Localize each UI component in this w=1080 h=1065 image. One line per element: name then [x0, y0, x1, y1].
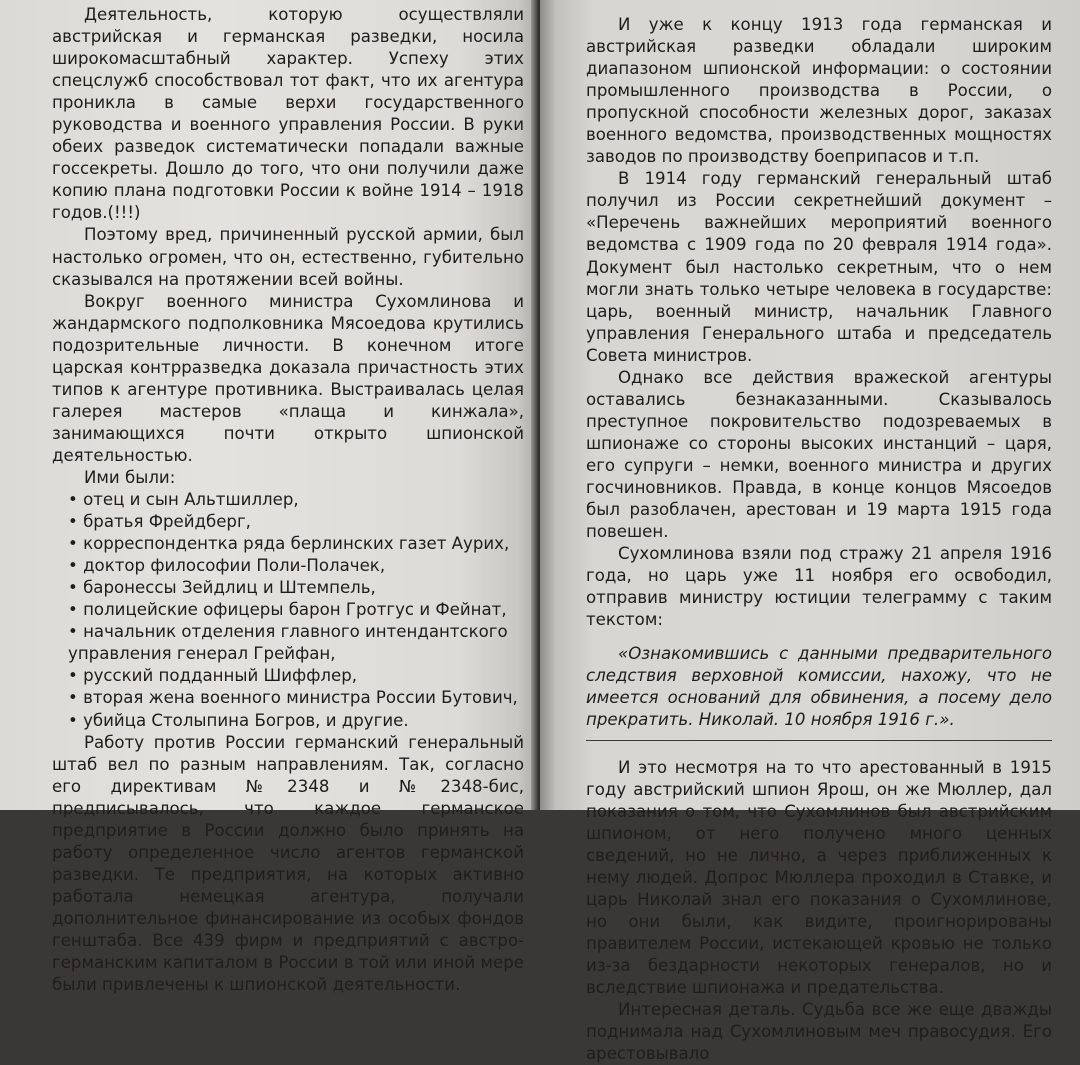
list-item: • отец и сын Альтшиллер,	[52, 489, 524, 511]
telegram-quote: «Ознакомившись с данными предварительного следствия верховной комиссии, нахожу, что не имеется оснований для обвинения, а посему дело прекратить. Николай. 10 ноября 1916 г.».	[586, 643, 1052, 740]
list-item: • полицейские офицеры барон Гротгус и Фейнат,	[52, 599, 524, 621]
agents-list	[52, 489, 524, 732]
list-item: • русский подданный Шиффлер,	[52, 665, 524, 687]
left-paragraph-2: Поэтому вред, причиненный русской армии, был настолько огромен, что он, естественно, губительно сказывался на протяжении всей войны.	[52, 225, 524, 289]
list-item: • вторая жена военного министра России Бутович,	[52, 687, 524, 709]
right-paragraph-5: И это несмотря на то что арестованный в 1915 году австрийский шпион Ярош, он же Мюллер, дал показания о том, что Сухомлинов был австрийским шпионом, от него получено много ценных сведений, но не лично, а через приближенных к нему людей. Допрос Мюллера проходил в Ставке, и царь Николай знал его показания о Сухомлинове, но они были, как видите, проигнорированы правителем России, истекающей кровью не только из-за бездарности некоторых генералов, но и вследствие шпионажа и предательства.	[586, 757, 1052, 997]
right-paragraph-6: Интересная деталь. Судьба все же еще дважды поднимала над Сухомлиновым меч правосудия. Его арестовывало	[586, 1000, 1052, 1064]
right-paragraph-3: Однако все действия вражеской агентуры оставались безнаказанными. Сказывалось преступное покровительство подозреваемых в шпионаже со стороны высоких инстанций – царя, его супруги – немки, военного министра и других госчиновников. Правда, в конце концов Мясоедов был разоблачен, арестован и 19 марта 1915 года повешен.	[586, 367, 1052, 542]
list-item: • доктор философии Поли-Полачек,	[52, 555, 524, 577]
left-paragraph-1: Деятельность, которую осуществляли австрийская и германская разведки, носила широкомасштабный характер. Успеху этих спецслужб способствовал тот факт, что их агентура проникла в самые верхи государственного руководства и военного управления России. В руки обеих разведок систематически попадали важные госсекреты. Дошло до того, что они получили даже копию плана подготовки России к войне 1914 – 1918 годов.(!!!)	[52, 5, 524, 223]
right-page	[540, 0, 1080, 1064]
list-item: • начальник отделения главного интендантского управления генерал Грейфан,	[52, 621, 524, 665]
right-paragraph-2: В 1914 году германский генеральный штаб получил из России секретнейший документ – «Перечень важнейших мероприятий военного ведомства с 1909 года по 20 февраля 1914 года». Документ был настолько секретным, что о нем могли знать только четыре человека в государстве: царь, военный министр, начальник Главного управления Генерального штаба и председатель Совета министров.	[586, 169, 1052, 365]
list-intro: Ими были:	[84, 467, 176, 487]
right-paragraph-4: Сухомлинова взяли под стражу 21 апреля 1916 года, но царь уже 11 ноября его освободил, отправив министру юстиции телеграмму с таким текстом:	[586, 544, 1052, 630]
left-paragraph-3: Вокруг военного министра Сухомлинова и жандармского подполковника Мясоедова крутились подозрительные личности. В конечном итоге царская контрразведка доказала причастность этих типов к агентуре противника. Выстраивалась целая галерея мастеров «плаща и кинжала», занимающихся почти открыто шпионской деятельностью.	[52, 291, 524, 465]
list-item: • баронессы Зейдлиц и Штемпель,	[52, 577, 524, 599]
list-item: • корреспондентка ряда берлинских газет Аурих,	[52, 533, 524, 555]
list-item: • убийца Столыпина Богров, и другие.	[52, 710, 524, 732]
left-paragraph-4: Работу против России германский генеральный штаб вел по разным направлениям. Так, согласно его директивам №2348 и №2348-бис, предписывалось, что каждое германское предприятие в России должно было принять на работу определенное число агентов германской разведки. Те предприятия, на которых активно работала немецкая агентура, получали дополнительное финансирование из особых фондов генштаба. Все 439 фирм и предприятий с австро-германским капиталом в России в той или иной мере были привлечены к шпионской деятельности.	[52, 732, 524, 995]
left-page	[0, 0, 540, 995]
list-item: • братья Фрейдберг,	[52, 511, 524, 533]
right-paragraph-1: И уже к концу 1913 года германская и австрийская разведки обладали широким диапазоном шпионской информации: о состоянии промышленного производства в России, о пропускной способности железных дорог, заказах военного ведомства, производственных мощностях заводов по производству боеприпасов и т.п.	[586, 15, 1052, 167]
